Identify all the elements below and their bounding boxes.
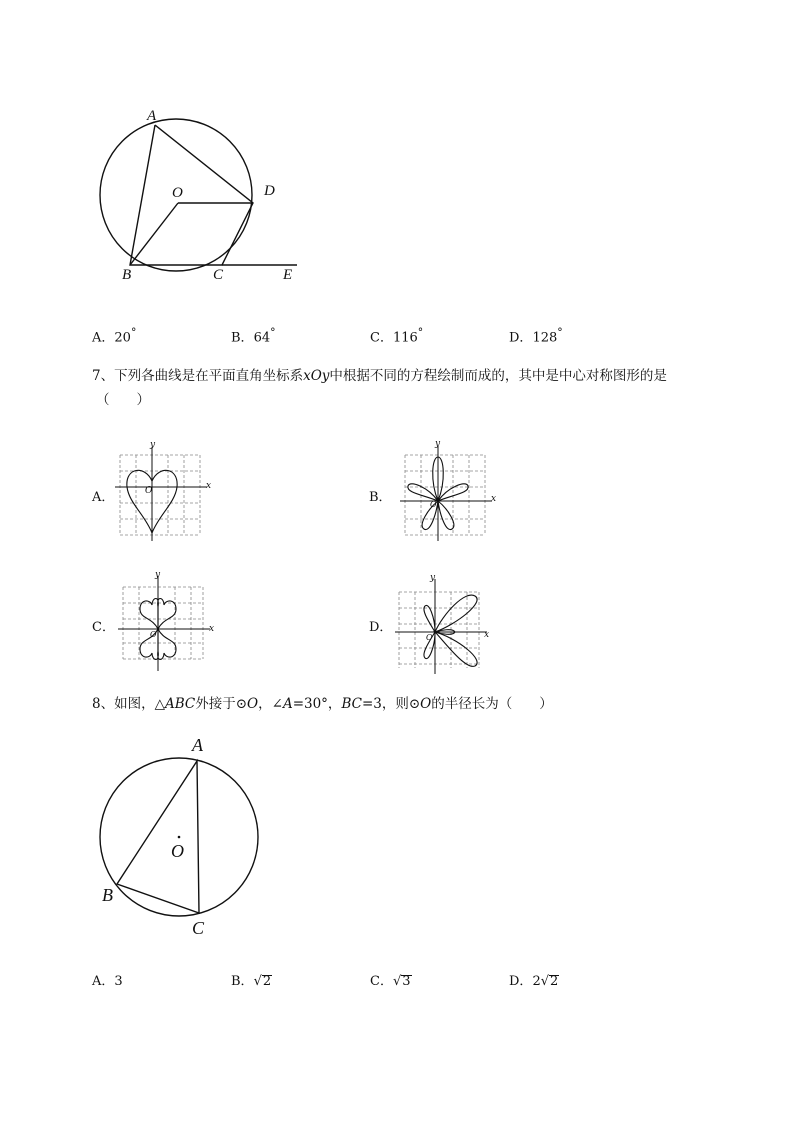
q6-option-b[interactable] bbox=[231, 326, 276, 345]
q6-option-d-unit: ° bbox=[557, 326, 563, 339]
q8-option-d-coef: 2 bbox=[532, 974, 541, 989]
q6-option-b-unit: ° bbox=[270, 326, 276, 339]
q6-label-d: D bbox=[264, 183, 275, 199]
q8-text-3: ，∠ bbox=[258, 696, 283, 712]
q8-question bbox=[92, 693, 553, 715]
q6-option-d[interactable] bbox=[509, 326, 563, 345]
q8-a: A bbox=[282, 696, 293, 712]
q8-circle-figure bbox=[95, 755, 275, 935]
q7-b-axis-y: y bbox=[435, 439, 441, 449]
q7-d-axis-o: O bbox=[426, 633, 433, 642]
q8-option-a-key: A． bbox=[92, 974, 115, 989]
q7-d-axis-x: x bbox=[484, 630, 490, 640]
q6-label-o: O bbox=[172, 185, 183, 201]
q8-label-o: O bbox=[171, 841, 184, 861]
q8-text-1: 如图，△ bbox=[114, 696, 165, 712]
q7-graph-c[interactable] bbox=[118, 573, 218, 673]
q8-label-c: C bbox=[192, 918, 205, 938]
q8-option-c-root-sign: √ bbox=[392, 974, 402, 989]
q6-option-a[interactable] bbox=[92, 326, 136, 345]
q8-option-b-key: B． bbox=[231, 974, 254, 989]
q8-option-c[interactable] bbox=[370, 970, 412, 989]
q8-option-c-key: C． bbox=[370, 974, 393, 989]
q6-label-a: A bbox=[147, 108, 157, 124]
q8-option-d-root-sign: √ bbox=[540, 974, 550, 989]
q6-option-c[interactable] bbox=[370, 326, 423, 345]
q7-question bbox=[92, 365, 667, 387]
q7-c-axis-x: x bbox=[209, 624, 215, 634]
q7-number: 7、 bbox=[92, 368, 115, 384]
q8-option-b[interactable] bbox=[231, 970, 272, 989]
q8-option-b-root-sign: √ bbox=[253, 974, 262, 989]
q7-option-d-key[interactable]: D． bbox=[369, 620, 393, 635]
q8-option-b-radicand: 2 bbox=[262, 974, 272, 989]
q7-text-2: 中根据不同的方程绘制而成的，其中是中心对称图形的是 bbox=[329, 368, 667, 384]
q6-option-c-key: C． bbox=[370, 330, 393, 346]
q6-option-c-unit: ° bbox=[417, 326, 424, 339]
q7-c-axis-o: O bbox=[150, 630, 157, 639]
q7-a-axis-x: x bbox=[206, 481, 212, 491]
q8-text-4: =30°， bbox=[292, 696, 342, 712]
q8-label-a: A bbox=[192, 735, 203, 755]
q6-label-c: C bbox=[213, 267, 224, 283]
q6-option-d-key: D． bbox=[509, 330, 533, 346]
q8-option-d-radicand: 2 bbox=[550, 974, 559, 989]
q7-b-axis-x: x bbox=[491, 494, 497, 504]
q6-option-b-key: B． bbox=[231, 330, 254, 346]
q7-graph-d[interactable] bbox=[395, 576, 495, 676]
q6-option-a-unit: ° bbox=[130, 326, 137, 339]
q7-a-axis-y: y bbox=[150, 440, 156, 450]
q6-option-b-value: 64 bbox=[253, 330, 271, 346]
q7-option-c-key[interactable]: C． bbox=[92, 620, 115, 635]
q8-option-d-key: D． bbox=[509, 974, 533, 989]
q6-option-d-value: 128 bbox=[532, 330, 558, 346]
q7-graph-b[interactable] bbox=[400, 443, 500, 543]
q7-a-axis-o: O bbox=[145, 486, 153, 496]
q8-o2: O bbox=[420, 696, 432, 712]
q8-text-5: =3，则⊙ bbox=[361, 696, 421, 712]
q8-abc: ABC bbox=[164, 696, 196, 712]
q8-number: 8、 bbox=[92, 696, 115, 712]
q7-text-1: 下列各曲线是在平面直角坐标系 bbox=[114, 368, 304, 384]
q6-option-c-value: 116 bbox=[392, 330, 418, 346]
q7-paren: （ ） bbox=[96, 392, 150, 408]
q7-c-axis-y: y bbox=[155, 570, 161, 580]
q7-option-a-key[interactable]: A． bbox=[92, 490, 115, 505]
q8-option-a[interactable] bbox=[92, 970, 123, 989]
q8-label-b: B bbox=[102, 885, 113, 905]
q8-option-d[interactable] bbox=[509, 970, 559, 989]
q8-option-c-radicand: 3 bbox=[402, 974, 411, 989]
q7-option-b-key[interactable]: B． bbox=[369, 490, 392, 505]
q8-option-a-value: 3 bbox=[114, 974, 123, 989]
q6-option-a-value: 20 bbox=[114, 330, 131, 346]
q8-text-6: 的半径长为（ ） bbox=[431, 696, 553, 712]
q6-option-a-key: A． bbox=[92, 330, 115, 346]
q8-bc: BC bbox=[341, 696, 362, 712]
q6-circle-figure bbox=[90, 105, 390, 295]
q7-graph-a[interactable] bbox=[115, 443, 215, 543]
q7-d-axis-y: y bbox=[430, 573, 436, 583]
q8-text-2: 外接于⊙ bbox=[195, 696, 248, 712]
q8-o1: O bbox=[247, 696, 259, 712]
q6-label-b: B bbox=[122, 267, 132, 283]
q7-b-axis-o: O bbox=[430, 500, 437, 509]
q7-var: xOy bbox=[303, 368, 330, 384]
q6-label-e: E bbox=[283, 267, 293, 283]
